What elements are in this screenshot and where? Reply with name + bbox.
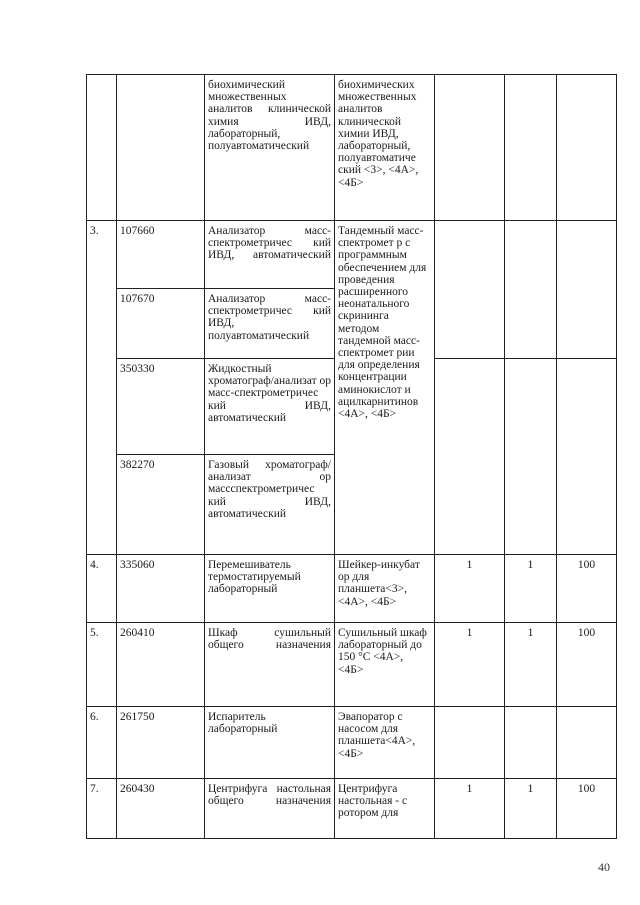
row-code: 382270 <box>117 455 205 555</box>
row-qty-2: 1 <box>505 779 557 839</box>
row-qty-1 <box>435 75 505 221</box>
row-qty-2: 1 <box>505 623 557 707</box>
row-code: 261750 <box>117 707 205 779</box>
row-name: Шкаф сушильный общего назначения <box>205 623 335 707</box>
equipment-table <box>86 74 617 839</box>
row-spec: Эвапоратор с насосом для планшета<4А>, <4Б> <box>335 707 435 779</box>
row-code: 107670 <box>117 289 205 359</box>
row-spec: Тандемный масс-спектромет р с программным обеспечением для проведения расширенного неонатального скрининга методом тандемной масс-спектромет рии для определения концентрации аминокислот и ацилкарнитинов <4А>, <4Б> <box>335 221 435 555</box>
row-name: Испаритель лабораторный <box>205 707 335 779</box>
row-qty-3: 100 <box>557 779 617 839</box>
row-number: 5. <box>87 623 117 707</box>
row-qty-2 <box>505 707 557 779</box>
row-qty-2 <box>505 221 557 359</box>
row-code <box>117 75 205 221</box>
table-row <box>87 779 617 839</box>
table-row <box>87 707 617 779</box>
row-qty-3: 100 <box>557 623 617 707</box>
row-name: Анализатор масс-спектрометричес кий ИВД, автоматический <box>205 221 335 289</box>
row-qty-1 <box>435 221 505 359</box>
row-name: биохимический множественных аналитов клинической химия ИВД, лабораторный, полуавтоматический <box>205 75 335 221</box>
row-code: 107660 <box>117 221 205 289</box>
row-spec: Сушильный шкаф лабораторный до 150 °С <4А>, <4Б> <box>335 623 435 707</box>
row-spec: биохимических множественных аналитов клинической химии ИВД, лабораторный, полуавтоматиче ский <3>, <4А>, <4Б> <box>335 75 435 221</box>
row-qty-1: 1 <box>435 779 505 839</box>
row-qty-3 <box>557 221 617 359</box>
row-qty-1: 1 <box>435 623 505 707</box>
row-qty-2: 1 <box>505 555 557 623</box>
row-name: Жидкостный хроматограф/анализат ор масс-спектрометричес кий ИВД, автоматический <box>205 359 335 455</box>
table-row <box>87 75 617 221</box>
row-spec: Шейкер-инкубат ор для планшета<3>, <4А>, <4Б> <box>335 555 435 623</box>
row-qty-2 <box>505 75 557 221</box>
row-qty-1: 1 <box>435 555 505 623</box>
row-name: Центрифуга настольная общего назначения <box>205 779 335 839</box>
row-number: 3. <box>87 221 117 555</box>
row-qty-3: 100 <box>557 555 617 623</box>
row-code: 335060 <box>117 555 205 623</box>
row-qty-1 <box>435 707 505 779</box>
row-qty-3 <box>557 359 617 555</box>
row-name: Газовый хроматограф/анализат ор массспектрометричес кий ИВД, автоматический <box>205 455 335 555</box>
row-name: Анализатор масс-спектрометричес кий ИВД, полуавтоматический <box>205 289 335 359</box>
row-spec: Центрифуга настольная - с ротором для <box>335 779 435 839</box>
row-number: 6. <box>87 707 117 779</box>
table-row <box>87 555 617 623</box>
row-number: 7. <box>87 779 117 839</box>
table-row <box>87 623 617 707</box>
row-qty-1 <box>435 359 505 555</box>
table-row <box>87 221 617 289</box>
page-number: 40 <box>598 860 610 874</box>
row-code: 350330 <box>117 359 205 455</box>
row-qty-3 <box>557 75 617 221</box>
row-qty-2 <box>505 359 557 555</box>
row-number <box>87 75 117 221</box>
row-name: Перемешиватель термостатируемый лабораторный <box>205 555 335 623</box>
row-code: 260410 <box>117 623 205 707</box>
row-code: 260430 <box>117 779 205 839</box>
row-number: 4. <box>87 555 117 623</box>
row-qty-3 <box>557 707 617 779</box>
